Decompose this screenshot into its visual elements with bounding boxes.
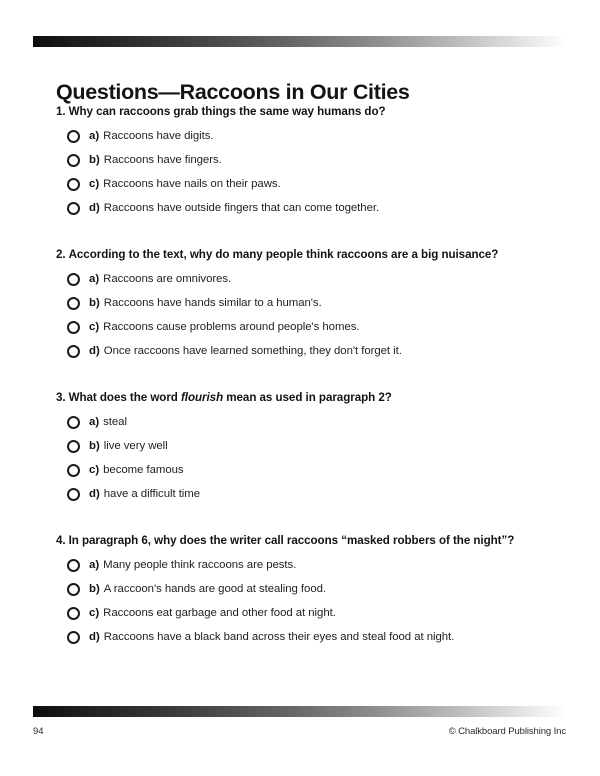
answer-option-letter: a)	[89, 130, 100, 142]
question-text-part: mean as used in paragraph 2?	[223, 391, 392, 404]
answer-option-text: become famous	[103, 464, 184, 476]
radio-button-icon[interactable]	[67, 607, 80, 620]
question-block	[0, 247, 600, 363]
radio-button-icon[interactable]	[67, 154, 80, 167]
question-block	[0, 104, 600, 220]
footer-gradient-rule	[33, 706, 566, 717]
answer-option-letter: c)	[89, 321, 100, 333]
answer-option[interactable]	[67, 124, 600, 148]
answer-option-letter: a)	[89, 416, 100, 428]
page-title: Questions—Raccoons in Our Cities	[56, 80, 410, 105]
radio-button-icon[interactable]	[67, 416, 80, 429]
answer-option-text: live very well	[103, 440, 168, 452]
radio-button-icon[interactable]	[67, 297, 80, 310]
answer-option-letter: a)	[89, 559, 100, 571]
radio-button-icon[interactable]	[67, 464, 80, 477]
question-text: According to the text, why do many people think raccoons are a big nuisance?	[68, 248, 499, 261]
answer-option-letter: c)	[89, 607, 100, 619]
radio-button-icon[interactable]	[67, 321, 80, 334]
answer-option-text: Raccoons have hands similar to a human's.	[103, 297, 322, 309]
answer-option-letter: d)	[89, 488, 100, 500]
radio-button-icon[interactable]	[67, 178, 80, 191]
question-vocabulary-word: flourish	[181, 391, 224, 404]
answer-option-letter: a)	[89, 273, 100, 285]
answer-option-text: steal	[103, 416, 127, 428]
answer-option-text: Many people think raccoons are pests.	[103, 559, 297, 571]
answer-option-letter: c)	[89, 464, 100, 476]
question-prompt	[56, 390, 600, 405]
question-text-part: What does the word	[68, 391, 181, 404]
radio-button-icon[interactable]	[67, 345, 80, 358]
answer-option[interactable]	[67, 601, 600, 625]
answer-option[interactable]	[67, 148, 600, 172]
copyright-notice: © Chalkboard Publishing Inc	[448, 726, 566, 737]
answer-option[interactable]	[67, 410, 600, 434]
header-gradient-rule	[33, 36, 566, 47]
answer-option-text: Raccoons have fingers.	[103, 154, 222, 166]
answer-option-letter: b)	[89, 583, 100, 595]
question-number: 3.	[56, 391, 66, 404]
answer-options	[0, 410, 600, 506]
radio-button-icon[interactable]	[67, 440, 80, 453]
answer-option-text: Raccoons have digits.	[103, 130, 214, 142]
answer-option-text: Raccoons cause problems around people's homes.	[103, 321, 360, 333]
question-prompt	[56, 247, 600, 262]
answer-option-text: Raccoons are omnivores.	[103, 273, 232, 285]
answer-option-letter: b)	[89, 440, 100, 452]
answer-option-letter: b)	[89, 154, 100, 166]
answer-option-text: Raccoons have nails on their paws.	[103, 178, 281, 190]
answer-option[interactable]	[67, 577, 600, 601]
answer-option-letter: c)	[89, 178, 100, 190]
answer-option[interactable]	[67, 625, 600, 649]
question-block	[0, 533, 600, 649]
footer	[33, 726, 566, 737]
questions-list	[0, 104, 600, 676]
question-block	[0, 390, 600, 506]
answer-option[interactable]	[67, 339, 600, 363]
question-number: 1.	[56, 105, 66, 118]
radio-button-icon[interactable]	[67, 130, 80, 143]
answer-option-text: Raccoons have a black band across their eyes and steal food at night.	[103, 631, 455, 643]
answer-option[interactable]	[67, 482, 600, 506]
radio-button-icon[interactable]	[67, 488, 80, 501]
answer-option-letter: b)	[89, 297, 100, 309]
radio-button-icon[interactable]	[67, 273, 80, 286]
radio-button-icon[interactable]	[67, 202, 80, 215]
answer-option-letter: d)	[89, 202, 100, 214]
question-number: 2.	[56, 248, 66, 261]
answer-option-text: A raccoon's hands are good at stealing food.	[103, 583, 327, 595]
answer-option-text: Raccoons eat garbage and other food at night.	[103, 607, 336, 619]
question-text: In paragraph 6, why does the writer call raccoons “masked robbers of the night”?	[68, 534, 515, 547]
answer-option[interactable]	[67, 196, 600, 220]
page-number: 94	[33, 726, 44, 737]
answer-options	[0, 124, 600, 220]
answer-option[interactable]	[67, 172, 600, 196]
answer-option-text: have a difficult time	[103, 488, 201, 500]
question-prompt	[56, 104, 600, 119]
radio-button-icon[interactable]	[67, 559, 80, 572]
answer-option[interactable]	[67, 315, 600, 339]
answer-option-text: Raccoons have outside fingers that can come together.	[103, 202, 380, 214]
question-number: 4.	[56, 534, 66, 547]
answer-option-letter: d)	[89, 631, 100, 643]
answer-option[interactable]	[67, 291, 600, 315]
answer-options	[0, 553, 600, 649]
answer-option[interactable]	[67, 553, 600, 577]
question-text: Why can raccoons grab things the same way humans do?	[68, 105, 386, 118]
answer-option[interactable]	[67, 458, 600, 482]
answer-option-text: Once raccoons have learned something, they don't forget it.	[103, 345, 402, 357]
answer-options	[0, 267, 600, 363]
answer-option[interactable]	[67, 267, 600, 291]
radio-button-icon[interactable]	[67, 631, 80, 644]
answer-option[interactable]	[67, 434, 600, 458]
question-prompt	[56, 533, 600, 548]
answer-option-letter: d)	[89, 345, 100, 357]
radio-button-icon[interactable]	[67, 583, 80, 596]
